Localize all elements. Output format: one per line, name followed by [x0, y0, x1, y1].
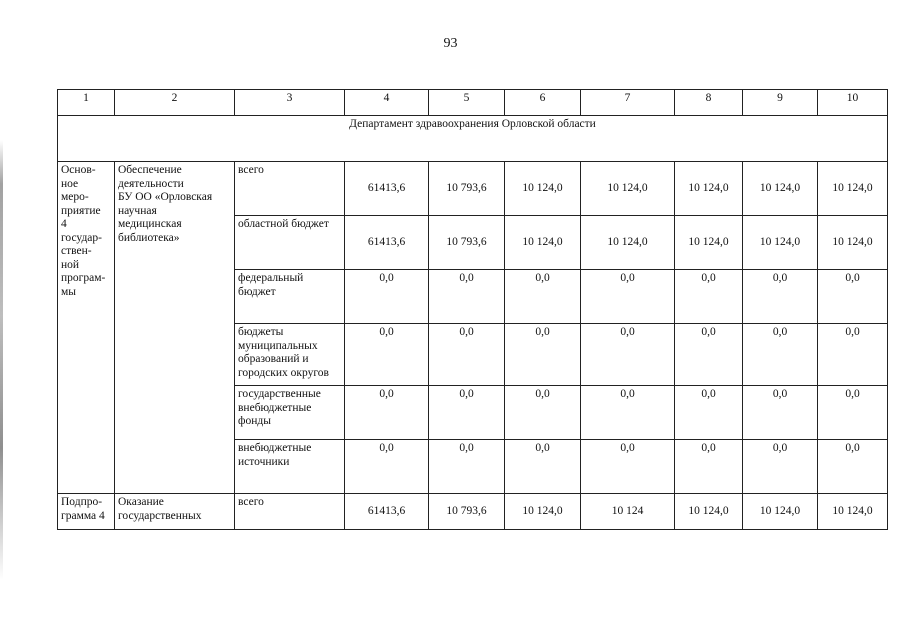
column-number: 9 [743, 90, 818, 116]
table-row [58, 494, 888, 530]
value-cell: 10 124,0 [743, 494, 818, 530]
value-cell: 61413,6 [345, 162, 429, 216]
value-cell: 0,0 [818, 324, 888, 386]
value-cell: 0,0 [675, 324, 743, 386]
value-cell: 10 124,0 [505, 162, 581, 216]
funding-source-cell: всего [235, 162, 345, 216]
value-cell: 10 124,0 [675, 216, 743, 270]
value-cell: 0,0 [581, 270, 675, 324]
value-cell: 10 124,0 [743, 162, 818, 216]
funding-source-cell: федеральный бюджет [235, 270, 345, 324]
value-cell: 61413,6 [345, 494, 429, 530]
value-cell: 0,0 [743, 440, 818, 494]
value-cell: 0,0 [743, 386, 818, 440]
value-cell: 10 793,6 [429, 494, 505, 530]
value-cell: 0,0 [345, 270, 429, 324]
value-cell: 10 124,0 [581, 162, 675, 216]
value-cell: 0,0 [505, 324, 581, 386]
value-cell: 0,0 [675, 440, 743, 494]
value-cell: 0,0 [505, 386, 581, 440]
table-row [58, 162, 888, 216]
value-cell: 10 124,0 [818, 494, 888, 530]
value-cell: 0,0 [505, 270, 581, 324]
value-cell: 10 124,0 [743, 216, 818, 270]
column-number: 5 [429, 90, 505, 116]
value-cell: 0,0 [818, 270, 888, 324]
value-cell: 0,0 [675, 270, 743, 324]
column-number: 3 [235, 90, 345, 116]
value-cell: 0,0 [345, 386, 429, 440]
budget-table [57, 89, 888, 530]
value-cell: 0,0 [429, 386, 505, 440]
value-cell: 0,0 [581, 440, 675, 494]
department-title: Департамент здравоохранения Орловской области [58, 116, 888, 162]
funding-source-cell: областной бюджет [235, 216, 345, 270]
value-cell: 10 793,6 [429, 162, 505, 216]
subprogram-name-cell: Оказание государственных [115, 494, 235, 530]
funding-source-cell: внебюджетные источники [235, 440, 345, 494]
value-cell: 0,0 [581, 386, 675, 440]
column-number: 7 [581, 90, 675, 116]
value-cell: 61413,6 [345, 216, 429, 270]
value-cell: 10 124,0 [505, 216, 581, 270]
funding-source-cell: бюджеты муниципальных образований и городских округов [235, 324, 345, 386]
value-cell: 0,0 [505, 440, 581, 494]
value-cell: 0,0 [345, 324, 429, 386]
value-cell: 10 793,6 [429, 216, 505, 270]
value-cell: 0,0 [345, 440, 429, 494]
value-cell: 0,0 [818, 440, 888, 494]
value-cell: 10 124,0 [505, 494, 581, 530]
value-cell: 10 124 [581, 494, 675, 530]
department-row [58, 116, 888, 162]
value-cell: 0,0 [429, 440, 505, 494]
column-number: 8 [675, 90, 743, 116]
value-cell: 10 124,0 [675, 162, 743, 216]
event-type-cell: Основ- ное меро- приятие 4 государ- ствен- ной програм- мы [58, 162, 115, 494]
funding-source-cell: государственные внебюджетные фонды [235, 386, 345, 440]
value-cell: 10 124,0 [818, 162, 888, 216]
event-name-cell: Обеспечение деятельности БУ ОО «Орловская научная медицинская библиотека» [115, 162, 235, 494]
value-cell: 0,0 [743, 270, 818, 324]
value-cell: 0,0 [581, 324, 675, 386]
page-number: 93 [443, 36, 458, 51]
funding-source-cell: всего [235, 494, 345, 530]
value-cell: 10 124,0 [675, 494, 743, 530]
column-number: 10 [818, 90, 888, 116]
value-cell: 0,0 [818, 386, 888, 440]
value-cell: 0,0 [675, 386, 743, 440]
value-cell: 0,0 [743, 324, 818, 386]
value-cell: 0,0 [429, 324, 505, 386]
column-number: 1 [58, 90, 115, 116]
column-number: 6 [505, 90, 581, 116]
column-number-row [58, 90, 888, 116]
column-number: 2 [115, 90, 235, 116]
subprogram-type-cell: Подпро- грамма 4 [58, 494, 115, 530]
value-cell: 10 124,0 [818, 216, 888, 270]
value-cell: 10 124,0 [581, 216, 675, 270]
column-number: 4 [345, 90, 429, 116]
scan-edge-mark [0, 140, 3, 580]
value-cell: 0,0 [429, 270, 505, 324]
